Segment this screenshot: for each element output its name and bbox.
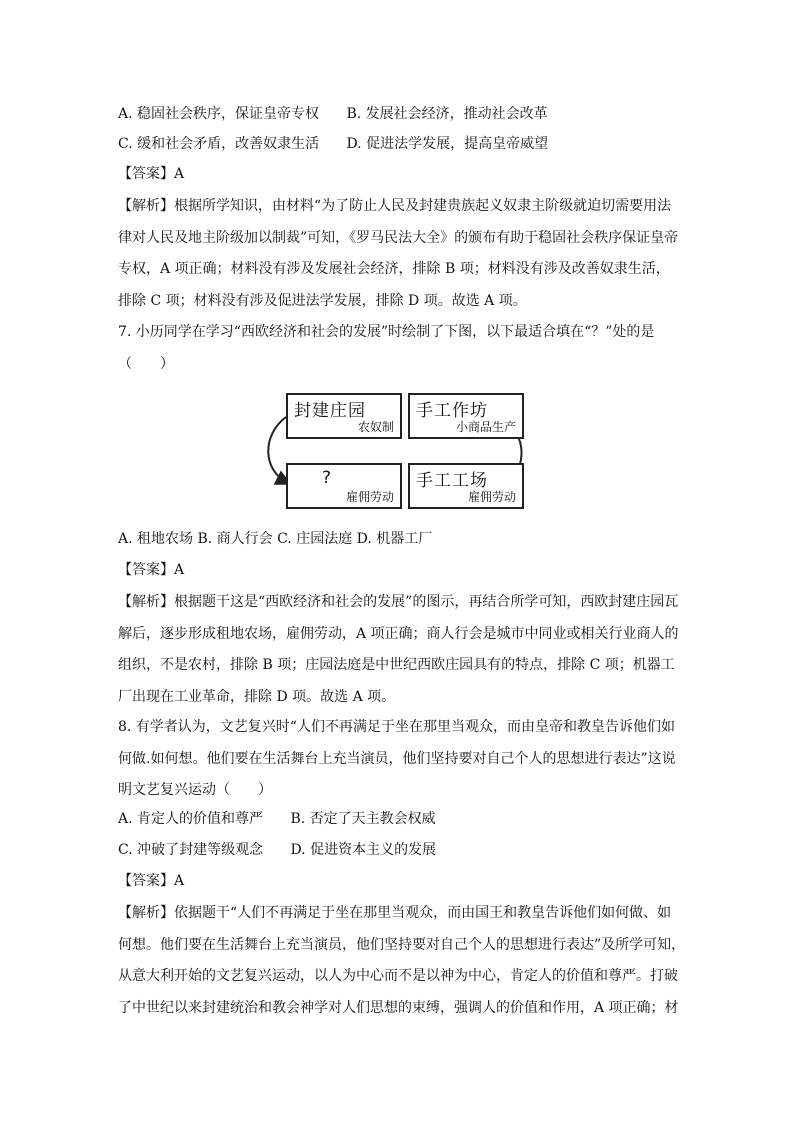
q6-options-row-1: [118, 104, 548, 124]
q6-option-c: C. 缓和社会矛盾，改善奴隶生活: [118, 136, 320, 152]
q8-option-a: A. 肯定人的价值和尊严: [118, 811, 264, 827]
q8-analysis-line: 【解析】依据题干“人们不再满足于坐在那里当观众，而由国王和教皇告诉他们如何做、如: [118, 905, 672, 921]
box-unknown: [286, 463, 402, 509]
q7-answer: 【答案】A: [118, 562, 185, 578]
q7-analysis-line: 【解析】根据题干这是“西欧经济和社会的发展”的图示，再结合所学可知，西欧封建庄园瓦: [118, 594, 679, 610]
q6-option-a: A. 稳固社会秩序，保证皇帝专权: [118, 106, 320, 122]
q6-analysis: [118, 191, 678, 317]
box-feudal-manor: [286, 393, 402, 439]
q7-stem-line: （ ）: [118, 355, 174, 372]
q7-analysis-line: 厂出现在工业革命，排除 D 项。故选 A 项。: [118, 688, 396, 705]
q8-stem-line: 8. 有学者认为，文艺复兴时“人们不再满足于坐在那里当观众，而由皇帝和教皇告诉他们如: [118, 719, 675, 735]
q8-stem-line: 明文艺复兴运动（ ）: [118, 782, 272, 798]
q8-options-row-1: [118, 809, 436, 829]
q8-option-d: D. 促进资本主义的发展: [290, 842, 437, 858]
q6-option-b: B. 发展社会经济，推动社会改革: [346, 106, 548, 122]
q8-stem-line: 何做.如何想。他们要在生活舞台上充当演员，他们坚持要对自己个人的思想进行表达”这说: [118, 750, 676, 767]
q7-analysis-line: 解后，逐步形成租地农场，雇佣劳动，A 项正确；商人行会是城市中同业或相关行业商人的: [118, 625, 679, 642]
q8-option-b: B. 否定了天主教会权威: [290, 811, 436, 827]
q8-analysis: [118, 898, 686, 1024]
box-handicraft-workshop-title: 手工作坊: [416, 401, 488, 421]
box-manufactory-sub: 雇佣劳动: [467, 490, 516, 504]
q8-analysis-line: 了中世纪以来封建统治和教会神学对人们思想的束缚，强调人的价值和作用，A 项正确；材: [118, 999, 679, 1016]
q7-stem: [118, 317, 678, 380]
box-feudal-manor-sub: 农奴制: [357, 420, 394, 434]
q8-stem: [118, 712, 678, 807]
q6-analysis-line: 【解析】根据所学知识，由材料“为了防止人民及封建贵族起义奴隶主阶级就迫切需要用法: [118, 198, 672, 214]
box-unknown-sub: 雇佣劳动: [345, 490, 394, 504]
q7-stem-line: 7. 小历同学在学习“西欧经济和社会的发展”时绘制了下图，以下最适合填在“？”处的是: [118, 324, 655, 340]
q8-answer: 【答案】A: [118, 873, 185, 889]
q8-options-row-2: [118, 840, 436, 860]
box-feudal-manor-title: 封建庄园: [294, 401, 366, 421]
q6-analysis-line: 专权，A 项正确；材料没有涉及发展社会经济，排除 B 项；材料没有涉及改善奴隶生活，: [118, 261, 670, 277]
box-handicraft-workshop: [408, 393, 524, 439]
box-unknown-title: ?: [322, 468, 332, 488]
q8-option-c: C. 冲破了封建等级观念: [118, 842, 264, 858]
q8-analysis-line: 何想。他们要在生活舞台上充当演员，他们坚持要对自己个人的思想进行表达”及所学可知，: [118, 936, 686, 953]
q7-options: A. 租地农场 B. 商人行会 C. 庄园法庭 D. 机器工厂: [118, 531, 433, 547]
q6-answer: 【答案】A: [118, 166, 185, 182]
q6-option-d: D. 促进法学发展，提高皇帝威望: [346, 136, 549, 152]
q6-analysis-line: 排除 C 项；材料没有涉及促进法学发展，排除 D 项。故选 A 项。: [118, 292, 527, 309]
box-manufactory-title: 手工工场: [416, 471, 488, 491]
economy-flow-diagram: [262, 385, 534, 521]
box-manufactory: [408, 463, 524, 509]
q6-options-row-2: [118, 134, 548, 154]
box-handicraft-workshop-sub: 小商品生产: [455, 420, 516, 434]
q7-analysis-line: 组织，不是农村，排除 B 项；庄园法庭是中世纪西欧庄园具有的特点，排除 C 项；机器工: [118, 657, 675, 673]
q8-analysis-line: 从意大利开始的文艺复兴运动，以人为中心而不是以神为中心，肯定人的价值和尊严。打破: [118, 968, 678, 984]
q7-analysis: [118, 587, 678, 713]
q6-analysis-line: 律对人民及地主阶级加以制裁”可知，《罗马民法大全》的颁布有助于稳固社会秩序保证皇帝: [118, 229, 679, 246]
